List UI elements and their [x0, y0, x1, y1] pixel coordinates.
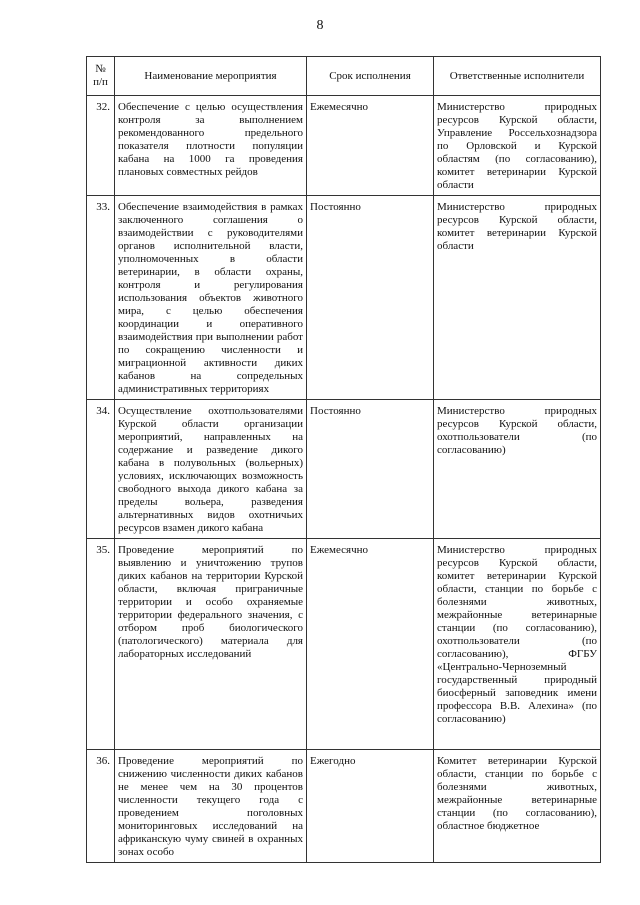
- measure-name: Проведение мероприятий по выявлению и уничтожению трупов диких кабанов на территории Курской области, включая приграничные территории и особо охраняемые территории федерального значения, с отбором проб биологического (патологического) материала для лабораторных исследований: [118, 544, 303, 660]
- measure-term: Постоянно: [310, 405, 361, 417]
- measure-name: Обеспечение взаимодействия в рамках заключенного соглашения о взаимодействии с руководителями органов исполнительной власти, уполномоченных в области ветеринарии, в области охраны, контроля и регулирования использования объектов животного мира, с целью обеспечения координации и оперативного взаимодействия при выполнении работ по сокращению численности и миграционной активности диких кабанов на сопредельных административных территориях: [118, 201, 303, 395]
- row-number: 36.: [96, 755, 110, 767]
- header-term-label: Срок исполнения: [329, 69, 411, 82]
- row-number: 35.: [96, 544, 110, 556]
- header-num-label: № п/п: [93, 63, 108, 88]
- header-responsible: [434, 57, 601, 96]
- table-row: [87, 400, 601, 539]
- row-number: 34.: [96, 405, 110, 417]
- measures-table: [86, 56, 601, 863]
- measure-responsible: Министерство природных ресурсов Курской области, охотпользователи (по согласованию): [437, 405, 597, 456]
- measure-term: Ежемесячно: [310, 544, 369, 556]
- header-responsible-label: Ответственные исполнители: [449, 69, 585, 82]
- measure-term: Постоянно: [310, 201, 361, 213]
- table-row: [87, 539, 601, 750]
- header-name-label: Наименование мероприятия: [144, 69, 277, 82]
- page-number: 8: [316, 18, 324, 33]
- measure-term: Ежемесячно: [310, 101, 369, 113]
- measure-name: Осуществление охотпользователями Курской области организации мероприятий, направленных на содержание и разведение дикого кабана в полувольных (вольерных) условиях, исключающих возможность свободного выхода дикого кабана за пределы вольера, разведения альтернативных видов охотничьих ресурсов взамен дикого кабана: [118, 405, 303, 534]
- table-header-row: [87, 57, 601, 96]
- measure-responsible: Комитет ветеринарии Курской области, станции по борьбе с болезнями животных, межрайонные ветеринарные станции (по согласованию), областное бюджетное: [437, 755, 597, 832]
- row-number: 33.: [96, 201, 110, 213]
- measure-name: Проведение мероприятий по снижению численности диких кабанов не менее чем на 30 процентов численности текущего года с проведением поголовных мониторинговых исследований на африканскую чуму свиней в охранных зонах особо: [118, 755, 303, 858]
- table-row: [87, 196, 601, 400]
- header-num: [87, 57, 115, 96]
- row-number: 32.: [96, 101, 110, 113]
- measure-responsible: Министерство природных ресурсов Курской области, комитет ветеринарии Курской области, станции по борьбе с болезнями животных, межрайонные ветеринарные станции (по согласованию), охотпользователи (по согласованию), ФГБУ «Центрально-Черноземный государственный природный биосферный заповедник имени профессора В.В. Алехина» (по согласованию): [437, 544, 597, 725]
- header-name: [115, 57, 307, 96]
- header-term: [307, 57, 434, 96]
- table-row: [87, 96, 601, 196]
- measure-responsible: Министерство природных ресурсов Курской области, Управление Россельхознадзора по Орловской и Курской областям (по согласованию), комитет ветеринарии Курской области: [437, 101, 597, 191]
- measure-name: Обеспечение с целью осуществления контроля за выполнением рекомендованного предельного показателя плотности популяции кабана на 1000 га проведения плановых совместных рейдов: [118, 101, 303, 178]
- measure-term: Ежегодно: [310, 755, 356, 767]
- measure-responsible: Министерство природных ресурсов Курской области, комитет ветеринарии Курской области: [437, 201, 597, 252]
- table-row: [87, 750, 601, 863]
